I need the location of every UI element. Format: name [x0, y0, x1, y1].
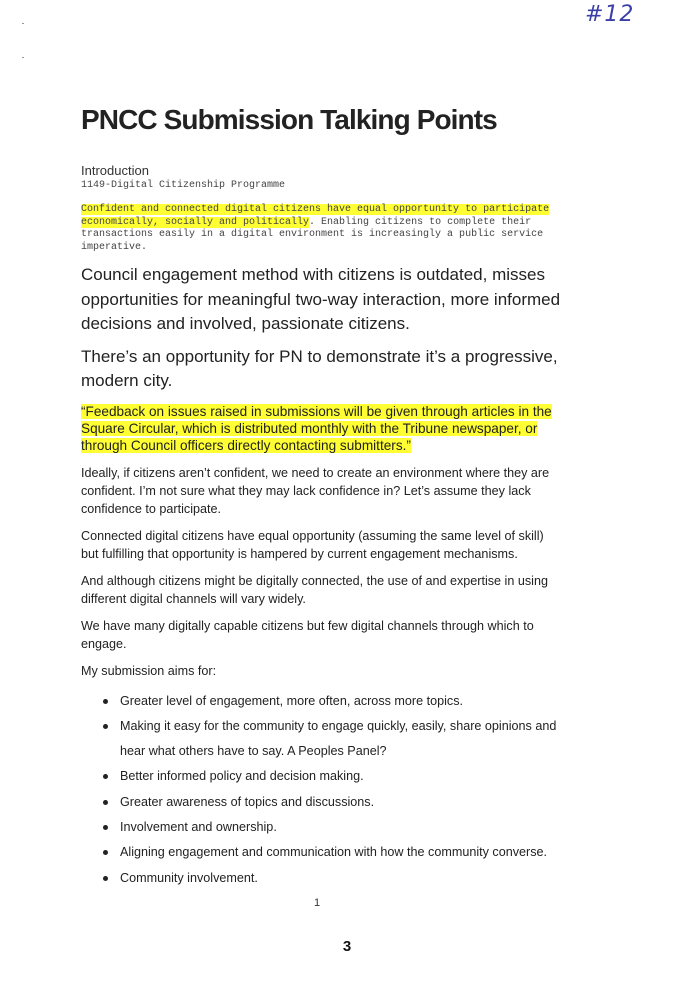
quote-text: “Feedback on issues raised in submissions will be given through articles in the Square Circular, which is distributed monthly with the Tribune newspaper, or through Council officers directly contacting submitters.”: [81, 403, 552, 453]
handwritten-annotation: #12: [585, 2, 635, 27]
highlighted-text: Confident and connected digital citizens have equal opportunity to participate economically, socially and politically: [81, 204, 550, 228]
body-paragraph: And although citizens might be digitally connected, the use of and expertise in using different digital channels will vary widely.: [81, 573, 548, 606]
highlighted-quote: [81, 403, 561, 454]
intro-heading: Introduction: [81, 163, 149, 178]
bullet-icon: [103, 850, 108, 855]
programme-description: [81, 204, 561, 254]
list-item: Greater level of engagement, more often, across more topics.: [81, 689, 561, 714]
bullet-icon: [103, 774, 108, 779]
page-mark: 3: [342, 938, 352, 955]
body-paragraph: We have many digitally capable citizens but few digital channels through which to engage.: [81, 618, 534, 651]
bullet-icon: [103, 724, 108, 729]
body-paragraph: Ideally, if citizens aren’t confident, we need to create an environment where they are confident. I’m not sure what they may lack confidence in? Let’s assume they lack confidence to participate.: [81, 465, 550, 516]
bullet-icon: [103, 699, 108, 704]
list-item: Better informed policy and decision making.: [81, 764, 561, 789]
bullet-icon: [103, 800, 108, 805]
body-paragraph: Connected digital citizens have equal opportunity (assuming the same level of skill) but fulfilling that opportunity is hampered by current engagement mechanisms.: [81, 528, 544, 561]
bullet-icon: [103, 825, 108, 830]
scan-speck: [22, 57, 24, 58]
description-text: . Enabling citizens to complete their transactions easily in a digital environment is increasingly a public service imperative.: [81, 216, 544, 253]
document-body: [81, 104, 561, 891]
lead-paragraph: There’s an opportunity for PN to demonstrate it’s a progressive, modern city.: [81, 346, 558, 390]
scan-speck: [22, 23, 24, 24]
list-item: Making it easy for the community to engage quickly, easily, share opinions and hear what others have to say. A Peoples Panel?: [81, 714, 561, 765]
list-item: Greater awareness of topics and discussions.: [81, 790, 561, 815]
bullet-icon: [103, 876, 108, 881]
list-item: Involvement and ownership.: [81, 815, 561, 840]
lead-paragraph: Council engagement method with citizens is outdated, misses opportunities for meaningful two-way interaction, more informed decisions and involved, passionate citizens.: [81, 265, 561, 333]
body-paragraph: My submission aims for:: [81, 663, 217, 678]
page-number: 1: [313, 897, 321, 909]
list-item: Community involvement.: [81, 866, 561, 891]
programme-line: 1149-Digital Citizenship Programme: [81, 180, 286, 191]
document-title: PNCC Submission Talking Points: [81, 104, 497, 135]
aims-list: [81, 689, 561, 891]
list-item: Aligning engagement and communication with how the community converse.: [81, 840, 561, 865]
